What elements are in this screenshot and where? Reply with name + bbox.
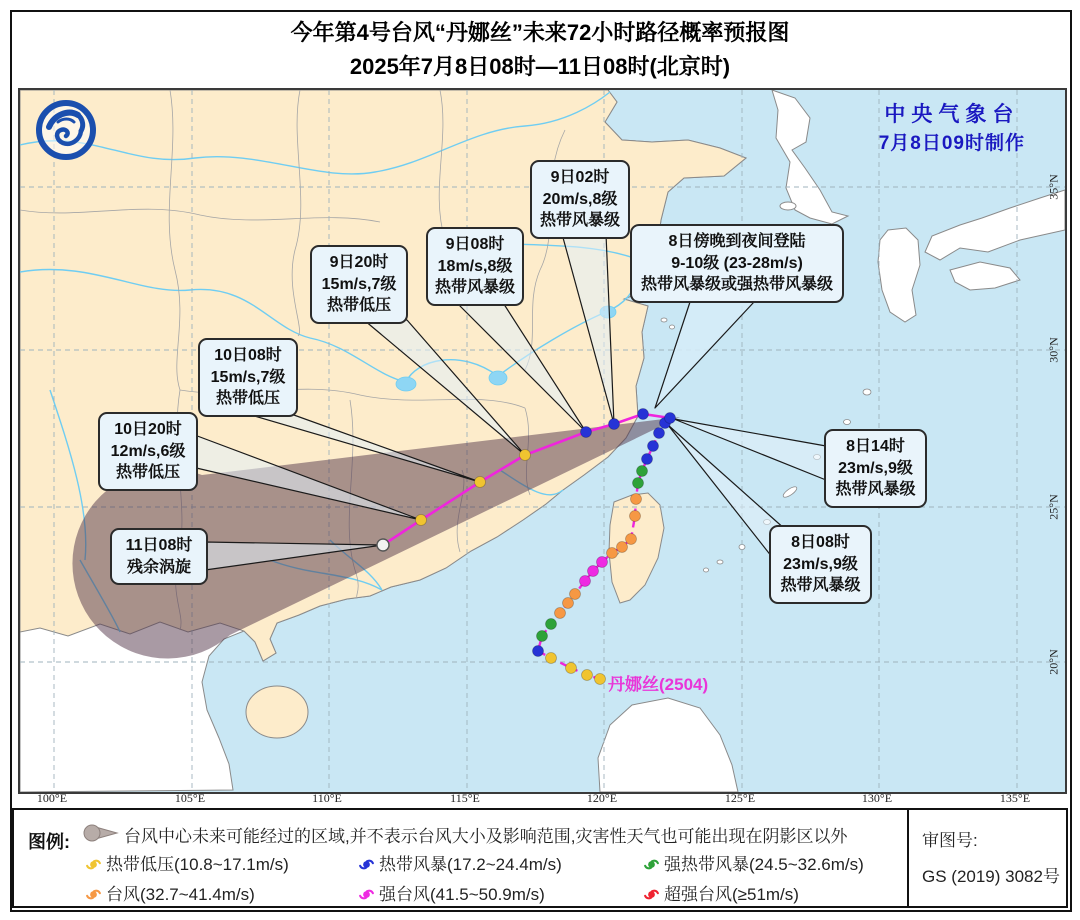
- lon-label-115e: 115°E: [450, 791, 480, 805]
- landfall-callout: 8日傍晚到夜间登陆 9-10级 (23-28m/s) 热带风暴级或强热带风暴级: [630, 224, 844, 303]
- typhoon-swirl-icon: [359, 857, 374, 877]
- typhoon-swirl-icon: [86, 857, 101, 877]
- lon-label-110e: 110°E: [312, 791, 342, 805]
- obs-label-8d08h: 8日08时 23m/s,9级 热带风暴级: [769, 525, 872, 604]
- legend-item-sts: 强热带风暴(24.5~32.6m/s): [644, 850, 864, 877]
- legend-item-super-ty: 超强台风(≥51m/s): [644, 880, 799, 907]
- lat-label-20n: 20°N: [1046, 649, 1061, 675]
- forecast-label-9d20h: 9日20时 15m/s,7级 热带低压: [310, 245, 408, 324]
- lon-label-105e: 105°E: [174, 791, 206, 805]
- legend-cone-text: 台风中心未来可能经过的区域,并不表示台风大小及影响范围,灾害性天气也可能出现在阴影区以外: [124, 827, 848, 846]
- figure-title-line1: 今年第4号台风“丹娜丝”未来72小时路径概率预报图: [290, 20, 790, 45]
- legend-divider: [907, 810, 909, 906]
- hainan-island: [246, 686, 308, 738]
- typhoon-swirl-icon: [86, 887, 101, 907]
- lat-label-30n: 30°N: [1046, 337, 1061, 363]
- typhoon-swirl-icon: [359, 887, 374, 907]
- forecast-label-10d20h: 10日20时 12m/s,6级 热带低压: [98, 412, 198, 491]
- residual-vortex-point: [377, 539, 389, 551]
- forecast-label-9d08h: 9日08时 18m/s,8级 热带风暴级: [426, 227, 524, 306]
- agency-credit: [879, 98, 1025, 155]
- lon-label-100e: 100°E: [36, 791, 68, 805]
- legend-heading: 图例:: [28, 832, 70, 852]
- storm-name-label: 丹娜丝(2504): [608, 675, 709, 694]
- map-license-label: 审图号:: [922, 831, 978, 850]
- typhoon-swirl-icon: [644, 857, 659, 877]
- lon-label-120e: 120°E: [586, 791, 618, 805]
- legend-item-ty: 台风(32.7~41.4m/s): [86, 880, 255, 907]
- legend-item-td: 热带低压(10.8~17.1m/s): [86, 850, 289, 877]
- figure-title-line2: 2025年7月8日08时—11日08时(北京时): [349, 54, 731, 79]
- lon-label-135e: 135°E: [999, 791, 1031, 805]
- forecast-label-10d08h: 10日08时 15m/s,7级 热带低压: [198, 338, 298, 417]
- obs-label-8d14h: 8日14时 23m/s,9级 热带风暴级: [824, 429, 927, 508]
- legend-item-sty: 强台风(41.5~50.9m/s): [359, 880, 545, 907]
- lon-label-130e: 130°E: [861, 791, 893, 805]
- typhoon-swirl-icon: [644, 887, 659, 907]
- issue-time: 7月8日09时制作: [878, 133, 1025, 154]
- lon-label-125e: 125°E: [724, 791, 756, 805]
- forecast-label-9d02h: 9日02时 20m/s,8级 热带风暴级: [530, 160, 630, 239]
- jeju-island: [780, 202, 796, 210]
- legend-box: [12, 808, 1068, 908]
- forecast-label-11d08h: 11日08时 残余涡旋: [110, 528, 208, 585]
- cma-logo: [30, 94, 102, 166]
- lat-label-25n: 25°N: [1046, 494, 1061, 520]
- cone-icon: [82, 822, 120, 844]
- agency-name: 中央气象台: [884, 103, 1020, 126]
- legend-item-ts: 热带风暴(17.2~24.4m/s): [359, 850, 562, 877]
- forecast-map: [18, 88, 1067, 794]
- map-license-number: GS (2019) 3082号: [922, 867, 1060, 886]
- lat-label-35n: 35°N: [1046, 174, 1061, 200]
